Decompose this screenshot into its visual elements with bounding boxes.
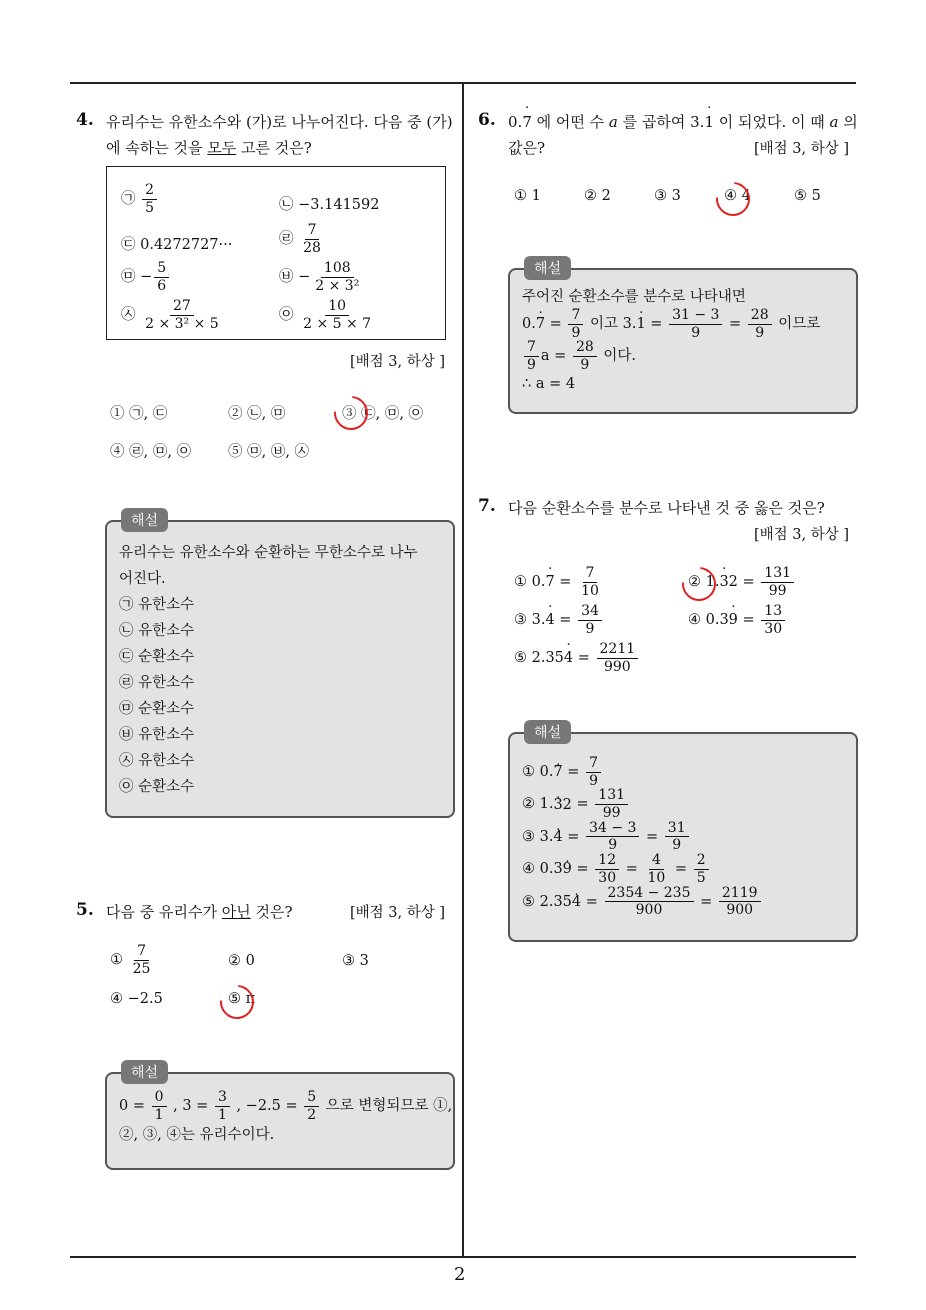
points-label: [배점 3, 하상 ] <box>350 905 446 921</box>
text-part: = <box>581 893 598 910</box>
fraction-numerator: 2354 − 235 <box>605 886 694 903</box>
points-label: [배점 3, 하상 ] <box>754 527 850 543</box>
choice-4[interactable]: ④ ㉣, ㉤, ㉧ <box>110 444 192 460</box>
variable: a <box>829 113 839 131</box>
repeating-digit: ˙ 7 <box>553 764 562 780</box>
solution-body <box>107 522 453 810</box>
item-value: 0.4272727··· <box>140 237 233 253</box>
solution-tag: 해설 <box>121 1060 168 1084</box>
variable: a <box>608 113 618 131</box>
repeating-digit: ˙ 4 <box>545 612 554 628</box>
fraction <box>719 886 761 918</box>
text-part: 것은? <box>250 903 293 921</box>
underlined-word: 아닌 <box>221 903 251 921</box>
solution-body <box>107 1074 453 1158</box>
fraction-denominator: 30 <box>598 869 617 886</box>
fraction-numerator: 7 <box>583 566 598 583</box>
expr-item <box>121 299 224 331</box>
solution-line: ㉧ 순환소수 <box>119 779 195 795</box>
text-part: = <box>641 828 659 845</box>
fraction-denominator: 28 <box>303 239 321 256</box>
item-mark: ㉠ <box>121 191 136 208</box>
choice-5[interactable]: ⑤ 5 <box>794 188 821 204</box>
fraction-denominator: 9 <box>585 620 595 637</box>
fraction <box>665 821 689 853</box>
fraction-numerator: 131 <box>761 566 794 583</box>
choice-label: ③ 3. <box>522 828 554 845</box>
solution-line <box>522 308 844 340</box>
repeating-digit: ˙ 7 <box>545 574 554 590</box>
choice-label: ① 0. <box>522 764 554 781</box>
item-mark: ㉥ <box>279 269 294 286</box>
choice-5[interactable]: ⑤ π <box>228 991 256 1007</box>
item-value: −3.141592 <box>298 197 380 213</box>
fraction-denominator: 9 <box>691 324 701 341</box>
solution-line <box>522 853 844 885</box>
fraction-denominator: 9 <box>527 357 536 374</box>
fraction <box>304 1090 319 1122</box>
solution-line: ㉥ 유한소수 <box>119 727 195 743</box>
solution-line: ∴ a = 4 <box>522 375 576 392</box>
text-part: 에 속하는 것을 <box>106 139 208 157</box>
text-part: 0 = <box>119 1098 145 1115</box>
choice-label: ⑤ 2.35 <box>522 893 572 910</box>
text-part: 0. <box>522 316 536 333</box>
fraction-numerator: 3 <box>215 1090 230 1107</box>
text-part: = <box>554 612 572 629</box>
question-text <box>106 901 293 922</box>
fraction-denominator: 9 <box>571 324 581 341</box>
choice-label: ② 1. <box>522 796 554 813</box>
text-part: 이고 3. <box>589 316 637 333</box>
text-part: 이므로 <box>778 316 821 333</box>
choice-3[interactable]: ③ 3 <box>654 188 681 204</box>
solution-tag: 해설 <box>524 256 571 280</box>
choice-3[interactable] <box>514 604 604 636</box>
question-text-line1 <box>508 111 858 132</box>
question-number: 4. <box>76 110 94 130</box>
text-part: = <box>562 828 580 845</box>
points-label: [배점 3, 하상 ] <box>350 354 446 370</box>
fraction-denominator: 900 <box>635 902 663 919</box>
question-text-line1: 유리수는 유한소수와 (가)로 나누어진다. 다음 중 (가) <box>106 113 453 131</box>
fraction <box>300 299 374 331</box>
text-part: = <box>573 650 590 667</box>
fraction-denominator: 2 × 3² <box>315 277 360 294</box>
question-number: 6. <box>478 110 496 130</box>
item-mark: ㉡ <box>279 197 294 213</box>
choice-2[interactable]: ② 2 <box>584 188 611 204</box>
fraction-denominator: 6 <box>157 277 167 294</box>
text-part: = <box>729 316 742 333</box>
choice-label: ⑤ 2.35 <box>514 650 564 667</box>
text-part: = <box>571 861 589 878</box>
fraction-denominator: 30 <box>764 620 783 637</box>
text-part: , −2.5 = <box>236 1098 298 1115</box>
text-part: = <box>545 316 562 333</box>
text-part: = <box>554 574 572 591</box>
item-mark: ㉢ <box>121 237 136 253</box>
fraction <box>586 821 639 853</box>
fraction-denominator: 1 <box>154 1106 164 1123</box>
question-text: 다음 순환소수를 분수로 나타낸 것 중 옳은 것은? <box>508 499 825 517</box>
repeating-digit: ˙ 4 <box>564 650 573 666</box>
fraction-denominator: 9 <box>589 772 598 789</box>
item-mark: ㉣ <box>279 231 294 248</box>
fraction-numerator: 2 <box>694 853 709 870</box>
fraction-denominator: 9 <box>608 837 618 854</box>
fraction-numerator: 2119 <box>719 886 761 903</box>
fraction-denominator: 2 <box>307 1106 317 1123</box>
fraction-denominator: 99 <box>602 805 621 822</box>
solution-line <box>522 821 844 853</box>
fraction <box>605 886 694 918</box>
choice-4[interactable]: ④ 4 <box>724 188 751 204</box>
fraction-numerator: 12 <box>595 853 619 870</box>
text-part: = <box>737 574 755 591</box>
solution-line <box>522 788 844 820</box>
expr-item <box>121 183 159 215</box>
fraction-denominator: 9 <box>580 357 590 374</box>
fraction-numerator: 2211 <box>597 642 639 659</box>
fraction <box>154 261 169 293</box>
repeating-digit: ˙ 32 <box>719 574 737 590</box>
choice-4[interactable]: ④ −2.5 <box>110 991 163 1007</box>
fraction <box>586 756 601 788</box>
solution-box <box>105 1065 455 1170</box>
solution-box <box>508 725 858 942</box>
fraction-numerator: 5 <box>304 1090 319 1107</box>
repeating-digit: ˙ 1 <box>704 113 714 131</box>
expression-box <box>106 166 446 340</box>
fraction <box>130 944 154 976</box>
choice-label: ② 1. <box>688 574 720 591</box>
question-text-line2 <box>106 137 312 158</box>
fraction-numerator: 7 <box>134 944 149 961</box>
expr-item <box>279 261 364 293</box>
fraction-denominator: 5 <box>696 869 706 886</box>
text-part: 이다. <box>603 348 636 365</box>
question-text-line2: 값은? <box>508 139 546 157</box>
text-part: = <box>737 612 755 629</box>
points-label: [배점 3, 하상 ] <box>754 141 850 157</box>
fraction <box>761 604 785 636</box>
fraction-denominator: 2 × 3² × 5 <box>145 315 219 332</box>
repeating-digit: ˙ 7 <box>522 113 532 131</box>
solution-line <box>522 340 844 372</box>
fraction <box>694 853 709 885</box>
fraction <box>142 183 157 215</box>
bottom-rule <box>70 1256 856 1258</box>
text-part: 이 되었다. 이 때 <box>713 113 830 131</box>
expr-item <box>121 233 232 254</box>
solution-tag: 해설 <box>121 508 168 532</box>
page-number: 2 <box>454 1264 466 1285</box>
choice-label: ③ 3. <box>514 612 546 629</box>
solution-line: 주어진 순환소수를 분수로 나타내면 <box>522 289 746 305</box>
fraction <box>595 788 628 820</box>
fraction <box>669 308 722 340</box>
text-part: 의 <box>838 113 858 131</box>
fraction-numerator: 2 <box>142 183 157 200</box>
fraction-denominator: 2 × 5 × 7 <box>303 315 372 332</box>
fraction <box>578 566 602 598</box>
choice-1[interactable]: ① ㉠, ㉢ <box>110 406 168 422</box>
answer-circle-mark <box>327 389 375 437</box>
repeating-digit: ˙ 9 <box>729 612 738 628</box>
text-part: 고른 것은? <box>236 139 312 157</box>
solution-line: 어진다. <box>119 571 166 587</box>
column-divider <box>462 82 464 1258</box>
fraction-numerator: 108 <box>321 261 354 278</box>
fraction-numerator: 31 − 3 <box>669 308 722 325</box>
text-part: a = <box>540 348 567 365</box>
text-part: 다음 중 유리수가 <box>106 903 222 921</box>
solution-line: ㉠ 유한소수 <box>119 597 195 613</box>
fraction-numerator: 34 <box>578 604 602 621</box>
choice-5[interactable] <box>514 642 640 674</box>
text-part: 에 어떤 수 <box>531 113 609 131</box>
choice-1[interactable] <box>110 944 155 976</box>
fraction-numerator: 7 <box>568 308 583 325</box>
choice-1[interactable] <box>514 566 604 598</box>
expr-item <box>279 299 376 331</box>
fraction-numerator: 0 <box>152 1090 167 1107</box>
solution-line: ㉡ 유한소수 <box>119 623 195 639</box>
fraction-denominator: 10 <box>647 869 666 886</box>
text-part: = <box>695 893 713 910</box>
repeating-digit: ˙ 4 <box>553 829 562 845</box>
solution-box <box>105 513 455 818</box>
text-part: = <box>645 316 663 333</box>
fraction-numerator: 5 <box>154 261 169 278</box>
repeating-digit: ˙ 1 <box>636 316 645 332</box>
fraction <box>568 308 583 340</box>
fraction <box>215 1090 230 1122</box>
text-part: = <box>621 861 638 878</box>
text-part: 으로 변형되므로 ①, <box>325 1098 453 1115</box>
solution-line <box>522 886 844 918</box>
fraction-numerator: 13 <box>761 604 785 621</box>
solution-line: ㉤ 순환소수 <box>119 701 195 717</box>
underlined-word: 모두 <box>207 139 237 157</box>
solution-line: 유리수는 유한소수와 순환하는 무한소수로 나누 <box>119 545 418 561</box>
solution-line <box>119 1089 453 1123</box>
choice-mark: ① <box>110 952 123 969</box>
question-number: 7. <box>478 496 496 516</box>
repeating-digit: ˙ 32 <box>553 797 571 813</box>
repeating-digit: ˙ 9 <box>563 861 572 877</box>
expr-item <box>279 193 379 214</box>
solution-line: ㉣ 유한소수 <box>119 675 195 691</box>
solution-box <box>508 261 858 414</box>
fraction <box>748 308 772 340</box>
fraction-denominator: 5 <box>145 199 155 216</box>
fraction <box>573 340 597 372</box>
fraction <box>524 340 539 372</box>
choice-1[interactable]: ① 1 <box>514 188 541 204</box>
fraction-numerator: 31 <box>665 821 689 838</box>
item-mark: ㉤ <box>121 269 136 286</box>
choice-label: ④ 0.3 <box>522 861 563 878</box>
solution-line: ㉢ 순환소수 <box>119 649 195 665</box>
choice-2[interactable]: ② 0 <box>228 953 255 969</box>
solution-line <box>522 756 844 788</box>
fraction-numerator: 28 <box>748 308 772 325</box>
fraction-numerator: 4 <box>649 853 664 870</box>
text-part: = <box>571 796 589 813</box>
fraction-numerator: 7 <box>305 223 320 240</box>
item-sign: − <box>298 269 311 286</box>
fraction-numerator: 10 <box>325 299 349 316</box>
fraction-denominator: 1 <box>217 1106 227 1123</box>
text-part: , 3 = <box>173 1098 209 1115</box>
fraction <box>595 853 619 885</box>
choice-3[interactable]: ③ ㉢, ㉤, ㉧ <box>342 406 424 422</box>
choice-label: ① 0. <box>514 574 546 591</box>
text-part: = <box>670 861 688 878</box>
fraction-denominator: 990 <box>603 658 631 675</box>
solution-line: ②, ③, ④는 유리수이다. <box>119 1127 275 1144</box>
expr-item <box>279 223 326 255</box>
fraction-denominator: 9 <box>672 837 682 854</box>
fraction <box>578 604 602 636</box>
item-mark: ㉧ <box>279 307 294 324</box>
fraction <box>312 261 362 293</box>
fraction <box>152 1090 167 1122</box>
fraction <box>761 566 794 598</box>
solution-body <box>510 734 856 928</box>
repeating-digit: ˙ 4 <box>572 894 581 910</box>
answer-circle-mark <box>213 978 261 1026</box>
answer-circle-mark <box>709 175 757 223</box>
expr-item <box>121 261 171 293</box>
fraction-numerator: 131 <box>595 788 628 805</box>
fraction-numerator: 27 <box>170 299 194 316</box>
solution-body <box>510 270 856 405</box>
question-number: 5. <box>76 900 94 920</box>
fraction-numerator: 7 <box>524 340 539 357</box>
solution-line: ㉦ 유한소수 <box>119 753 195 769</box>
choice-5[interactable]: ⑤ ㉤, ㉥, ㉦ <box>228 444 310 460</box>
fraction-denominator: 10 <box>581 582 599 599</box>
fraction-denominator: 25 <box>132 960 151 977</box>
fraction <box>597 642 639 674</box>
item-mark: ㉦ <box>121 307 136 324</box>
fraction <box>644 853 668 885</box>
choice-label: ④ 0.3 <box>688 612 729 629</box>
fraction-denominator: 9 <box>755 324 765 341</box>
choice-2[interactable]: ② ㉡, ㉤ <box>228 406 286 422</box>
text-part: = <box>562 764 580 781</box>
choice-3[interactable]: ③ 3 <box>342 953 369 969</box>
text-part: 0. <box>508 113 523 131</box>
solution-tag: 해설 <box>524 720 571 744</box>
fraction-numerator: 34 − 3 <box>586 821 639 838</box>
fraction <box>142 299 222 331</box>
item-sign: − <box>140 269 153 286</box>
repeating-digit: ˙ 7 <box>536 316 545 332</box>
fraction-numerator: 7 <box>586 756 601 773</box>
fraction <box>300 223 324 255</box>
fraction-numerator: 28 <box>573 340 597 357</box>
text-part: 를 곱하여 3. <box>617 113 705 131</box>
fraction-denominator: 900 <box>726 902 754 919</box>
choice-4[interactable] <box>688 604 787 636</box>
fraction-denominator: 99 <box>768 582 787 599</box>
